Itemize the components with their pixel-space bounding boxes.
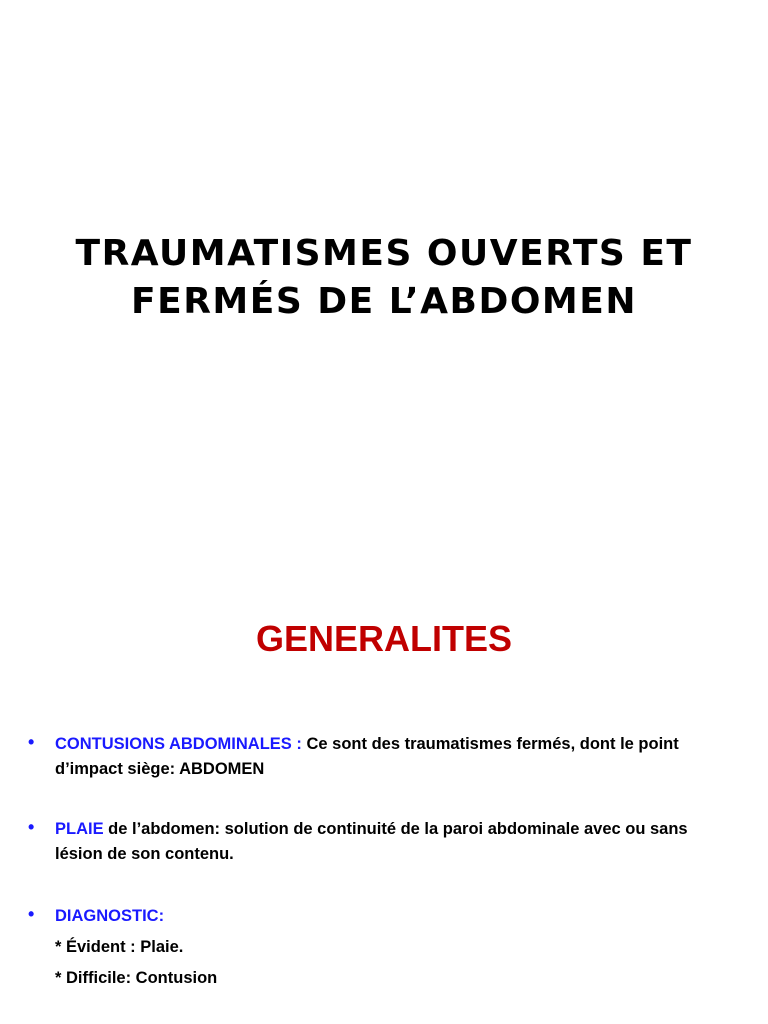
- diagnostic-item-evident: * Évident : Plaie.: [55, 938, 184, 956]
- bullet-icon: •: [28, 817, 35, 837]
- bullet-icon: •: [28, 732, 35, 752]
- bullet-list: [28, 732, 758, 991]
- bullet-item-contusions: [28, 732, 758, 782]
- generalites-slide: [0, 512, 768, 1024]
- bullet-icon: •: [28, 904, 35, 924]
- diagnostic-item-difficile: * Difficile: Contusion: [55, 969, 218, 987]
- bullet-text-continued: d’impact siège: ABDOMEN: [55, 760, 265, 778]
- bullet-item-plaie: [28, 817, 758, 867]
- slide-title: [20, 230, 748, 326]
- bullet-keyword: CONTUSIONS ABDOMINALES :: [55, 735, 302, 753]
- bullet-item-diagnostic: [28, 904, 758, 929]
- slide-title-line-1: TRAUMATISMES OUVERTS ET: [75, 233, 693, 274]
- bullet-keyword: PLAIE: [55, 820, 104, 838]
- bullet-keyword: DIAGNOSTIC:: [55, 907, 165, 925]
- bullet-text-continued: lésion de son contenu.: [55, 845, 234, 863]
- slide-title-line-2: FERMÉS DE L’ABDOMEN: [131, 281, 637, 322]
- bullet-text: Ce sont des traumatismes fermés, dont le point: [301, 735, 679, 753]
- section-heading: GENERALITES: [255, 618, 513, 659]
- bullet-text: de l’abdomen: solution de continuité de la paroi abdominale avec ou sans: [103, 820, 688, 838]
